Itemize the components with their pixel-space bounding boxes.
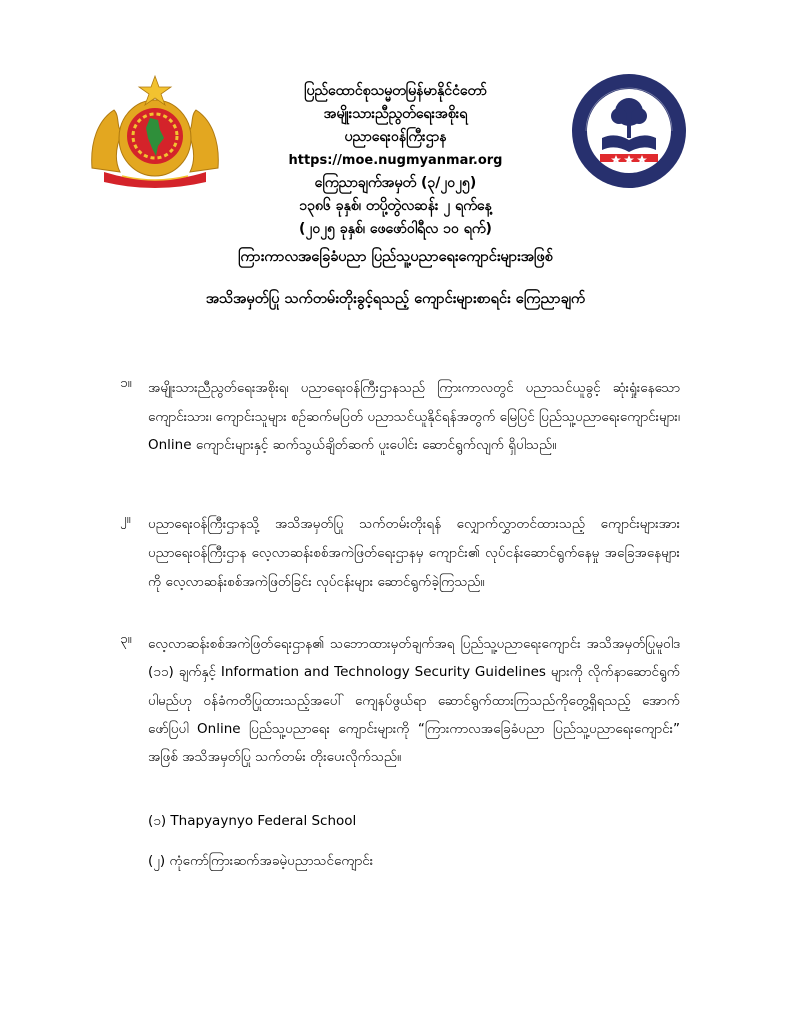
government-name: အမျိုးသားညီညွတ်ရေးအစိုးရ — [323, 106, 468, 122]
school-list-item: (၂) ကုံကော်ကြားဆက်အခမဲ့ပညာသင်ကျောင်း — [148, 853, 374, 869]
ministry-name: ပညာရေးဝန်ကြီးဌာန — [344, 129, 447, 145]
paragraph-number: ၃။ — [120, 631, 132, 647]
ministry-website: https://moe.nugmyanmar.org — [288, 153, 503, 168]
paragraph-text: လေ့လာဆန်းစစ်အကဲဖြတ်ရေးဌာန၏ သဘောထားမှတ်ချက်အရ ပြည်သူ့ပညာရေးကျောင်း အသိအမှတ်ပြုမူဝါဒ (၁၁) ချက်နှင့် Information and Technology Security Guidelines များကို လိုက်နာဆောင်ရွက်ပါမည်ဟု ဝန်ခံကတိပြုထားသည့်အပေါ် ကျေနပ်ဖွယ်ရာ ဆောင်ရွက်ထားကြသည်ကိုတွေ့ရှိရသည့် အောက်ဖော်ပြပါ Online ပြည်သူ့ပညာရေး ကျောင်းများကို “ကြားကာလအခြေခံပညာ ပြည်သူ့ပညာရေးကျောင်း” အဖြစ် အသိအမှတ်ပြု သက်တမ်း တိုးပေးလိုက်သည်။ — [148, 636, 680, 766]
notice-title-line-2: အသိအမှတ်ပြု သက်တမ်းတိုးခွင့်ရသည့် ကျောင်းများစာရင်း ကြေညာချက် — [205, 291, 586, 307]
paragraph-text: ပညာရေးဝန်ကြီးဌာနသို့ အသိအမှတ်ပြု သက်တမ်းတိုးရန် လျှောက်လွှာတင်ထားသည့် ကျောင်းများအား ပညာရေးဝန်ကြီးဌာန လေ့လာဆန်းစစ်အကဲဖြတ်ရေးဌာနမှ ကျောင်း၏ လုပ်ငန်းဆောင်ရွက်နေမှု အခြေအနေများကို လေ့လာဆန်းစစ်အကဲဖြတ်ခြင်း လုပ်ငန်းများ ဆောင်ရွက်ခဲ့ကြသည်။ — [148, 516, 680, 590]
paragraph-number: ၁။ — [120, 375, 132, 391]
school-list-item: (၁) Thapyaynyo Federal School — [148, 813, 357, 829]
date-myanmar: ၁၃၈၆ ခုနှစ်၊ တပို့တွဲလဆန်း ၂ ရက်နေ့ — [299, 198, 492, 214]
notice-number: ကြေညာချက်အမှတ် (၃/၂၀၂၅) — [314, 175, 477, 191]
letterhead — [200, 80, 591, 241]
country-name: ပြည်ထောင်စုသမ္မတမြန်မာနိုင်ငံတော် — [304, 83, 487, 99]
notice-title-line-1: ကြားကာလအခြေခံပညာ ပြည်သူ့ပညာရေးကျောင်းများအဖြစ် — [238, 249, 553, 265]
paragraph-text: အမျိုးသားညီညွတ်ရေးအစိုးရ၊ ပညာရေးဝန်ကြီးဌာနသည် ကြားကာလတွင် ပညာသင်ယူခွင့် ဆုံးရှုံးနေသော ကျောင်းသား၊ ကျောင်းသူများ စဉ်ဆက်မပြတ် ပညာသင်ယူနိုင်ရန်အတွက် မြေပြင် ပြည်သူ့ပညာရေးကျောင်းများ၊ Online ကျောင်းများနှင့် ဆက်သွယ်ချိတ်ဆက် ပူးပေါင်း ဆောင်ရွက်လျက် ရှိပါသည်။ — [148, 380, 680, 453]
date-gregorian: (၂၀၂၅ ခုနှစ်၊ ဖေဖော်ဝါရီလ ၁၀ ရက်) — [299, 221, 492, 237]
paragraph-number: ၂။ — [120, 511, 131, 527]
